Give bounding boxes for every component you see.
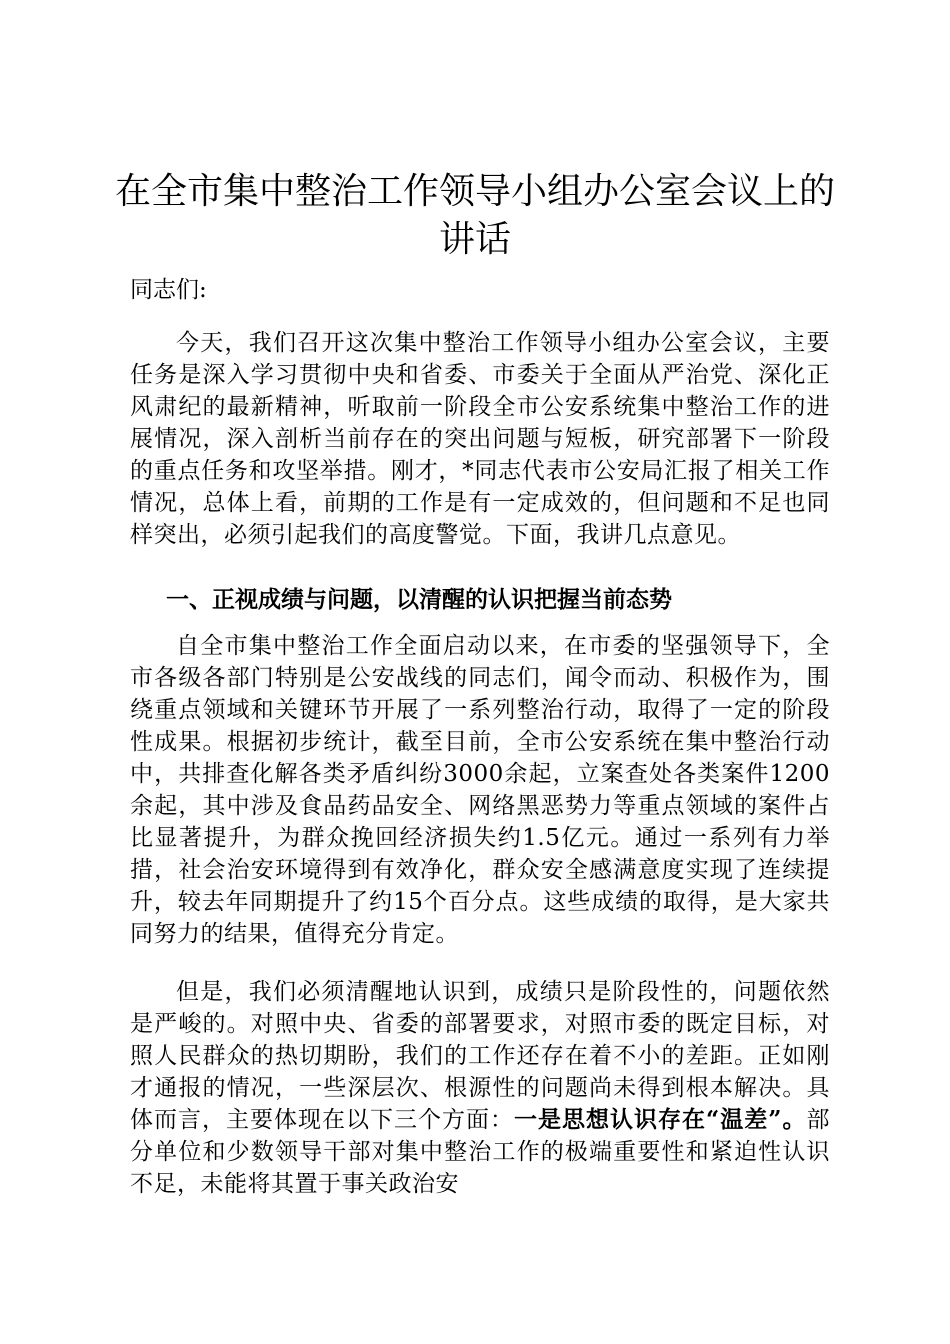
document-title: 在全市集中整治工作领导小组办公室会议上的讲话	[114, 171, 835, 260]
problems-paragraph	[130, 976, 830, 1200]
problems-paragraph-intro: 但是，我们必须清醒地认识到，成绩只是阶段性的，问题依然是严峻的。对照中央、省委的部署要求，对照市委的既定目标，对照人民群众的热切期盼，我们的工作还存在着不小的差距。正如刚才通报的情况，一些深层次、根源性的问题尚未得到根本解决。具体而言，主要体现在以下三个方面：	[130, 979, 830, 1133]
opening-paragraph: 今天，我们召开这次集中整治工作领导小组办公室会议，主要任务是深入学习贯彻中央和省委、市委关于全面从严治党、深化正风肃纪的最新精神，听取前一阶段全市公安系统集中整治工作的进展情况，深入剖析当前存在的突出问题与短板，研究部署下一阶段的重点任务和攻坚举措。刚才，*同志代表市公安局汇报了相关工作情况，总体上看，前期的工作是有一定成效的，但问题和不足也同样突出，必须引起我们的高度警觉。下面，我讲几点意见。	[130, 330, 830, 548]
salutation: 同志们:	[130, 277, 207, 303]
problems-paragraph-continuation: 部分单位和少数领导干部对集中整治工作的极端重要性和紧迫性认识不足，未能将其置于事关政治安	[130, 1107, 831, 1197]
problems-emphasis: 一是思想认识存在“温差”。	[514, 1106, 807, 1133]
section-1-heading: 一、正视成绩与问题，以清醒的认识把握当前态势	[166, 586, 672, 613]
achievements-paragraph: 自全市集中整治工作全面启动以来，在市委的坚强领导下，全市各级各部门特别是公安战线的同志们，闻令而动、积极作为，围绕重点领域和关键环节开展了一系列整治行动，取得了一定的阶段性成果。根据初步统计，截至目前，全市公安系统在集中整治行动中，共排查化解各类矛盾纠纷3000余起，立案查处各类案件1200余起，其中涉及食品药品安全、网络黑恶势力等重点领域的案件占比显著提升，为群众挽回经济损失约1.5亿元。通过一系列有力举措，社会治安环境得到有效净化，群众安全感满意度实现了连续提升，较去年同期提升了约15个百分点。这些成绩的取得，是大家共同努力的结果，值得充分肯定。	[130, 633, 830, 947]
